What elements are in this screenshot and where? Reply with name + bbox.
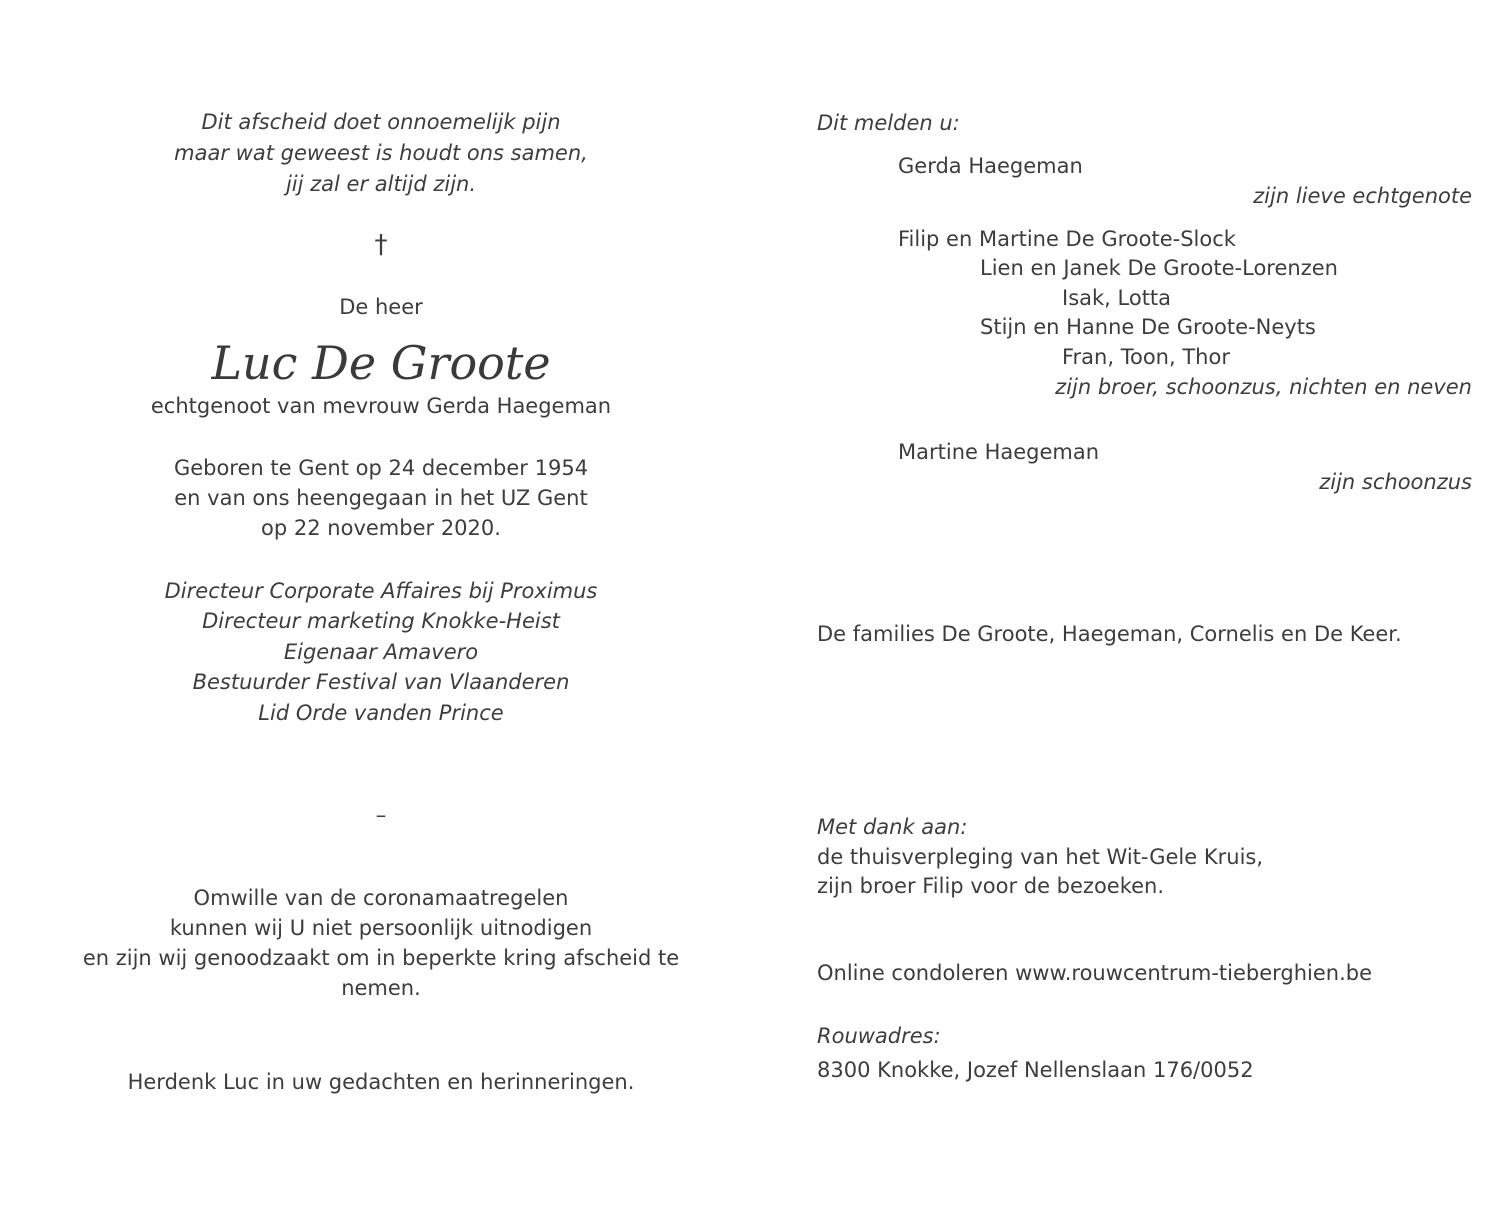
online-condolences: Online condoleren www.rouwcentrum-tieberghien.be — [817, 961, 1373, 985]
role-item: Eigenaar Amavero — [283, 639, 479, 664]
brother-family: Filip en Martine De Groote-Slock — [898, 227, 1236, 251]
role-item: Directeur marketing Knokke-Heist — [202, 609, 560, 634]
mourning-address: 8300 Knokke, Jozef Nellenslaan 176/0052 — [817, 1058, 1254, 1082]
niece-children: Isak, Lotta — [1062, 286, 1172, 310]
spouse-relation: zijn lieve echtgenote — [1253, 184, 1472, 208]
spouse-name: Gerda Haegeman — [898, 154, 1083, 178]
poem-line: jij zal er altijd zijn. — [285, 172, 477, 196]
death-date-line: op 22 november 2020. — [261, 516, 501, 540]
role-item: Lid Orde vanden Prince — [258, 700, 504, 725]
separator-dash: – — [375, 803, 387, 827]
remember-line: Herdenk Luc in uw gedachten en herinneringen. — [127, 1070, 635, 1094]
role-item: Bestuurder Festival van Vlaanderen — [192, 670, 570, 695]
thanks-title: Met dank aan: — [817, 815, 968, 839]
announcement-intro: Dit melden u: — [817, 111, 960, 135]
families-line: De families De Groote, Haegeman, Cornelis en De Keer. — [817, 622, 1402, 646]
nephew-children: Fran, Toon, Thor — [1062, 345, 1230, 369]
roles-list — [40, 576, 722, 728]
death-line: en van ons heengegaan in het UZ Gent — [174, 486, 588, 510]
brother-relation: zijn broer, schoonzus, nichten en neven — [1055, 375, 1472, 399]
corona-line: kunnen wij U niet persoonlijk uitnodigen — [169, 916, 593, 940]
cross-icon: † — [374, 230, 388, 260]
corona-line: en zijn wij genoodzaakt om in beperkte kring afscheid te nemen. — [82, 946, 680, 1000]
thanks-line: zijn broer Filip voor de bezoeken. — [817, 874, 1165, 898]
sister-in-law-relation: zijn schoonzus — [1319, 470, 1472, 494]
deceased-name: Luc De Groote — [211, 336, 551, 390]
poem-line: maar wat geweest is houdt ons samen, — [174, 141, 588, 165]
niece-family: Lien en Janek De Groote-Lorenzen — [980, 256, 1338, 280]
sister-in-law-name: Martine Haegeman — [898, 440, 1100, 464]
thanks-line: de thuisverpleging van het Wit-Gele Kruis, — [817, 845, 1264, 869]
poem-line: Dit afscheid doet onnoemelijk pijn — [201, 110, 561, 134]
nephew-family: Stijn en Hanne De Groote-Neyts — [980, 315, 1316, 339]
corona-line: Omwille van de coronamaatregelen — [193, 886, 569, 910]
birth-death-info — [40, 453, 722, 543]
spouse-line: echtgenoot van mevrouw Gerda Haegeman — [150, 394, 612, 418]
birth-line: Geboren te Gent op 24 december 1954 — [173, 456, 589, 480]
opening-poem — [40, 107, 722, 200]
address-title: Rouwadres: — [817, 1024, 941, 1048]
salutation: De heer — [339, 295, 423, 319]
corona-notice — [40, 883, 722, 1003]
role-item: Directeur Corporate Affaires bij Proximus — [164, 579, 598, 603]
